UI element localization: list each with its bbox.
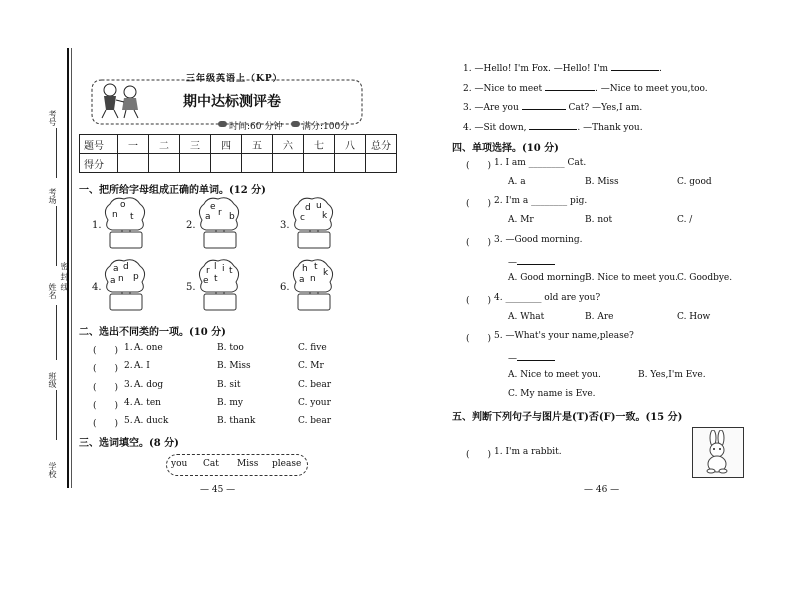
letter: r [218,208,222,218]
letter: e [203,276,209,286]
option-b: B. sit [217,380,241,390]
letter: b [229,212,235,222]
section-1-title: 一、把所给字母组成正确的单词。(12 分) [79,185,266,196]
option-b: B. not [585,215,613,225]
option-b: B. Miss [585,177,619,187]
table-cell: 总分 [366,135,397,154]
letter: a [299,275,305,285]
option-a: A. What [508,312,545,322]
answer-blank[interactable] [517,254,555,265]
answer-box[interactable] [298,232,330,248]
item-number: 2. [124,361,133,371]
letter: p [133,272,139,282]
exam-time: 时间:60 分钟 [229,122,283,132]
page-number-right: — 46 — [584,485,620,495]
letter: n [310,274,316,284]
item-number: 3. [280,220,290,231]
item-number: 2. [463,84,472,94]
sidebar-underline [56,206,57,266]
table-cell: 六 [273,135,304,154]
question-text: 1. I'm a rabbit. [494,447,562,457]
item-text: —Sit down, [474,123,527,133]
score-input-cell[interactable] [118,154,149,173]
item-number: 1. [463,64,472,74]
option-c: C. How [677,312,711,322]
letter: r [206,266,210,276]
option-a: A. I [134,361,150,371]
tree-icon [196,196,242,252]
option-b: B. Miss [217,361,251,371]
reply-dash: — [508,258,517,268]
fill-item-1 [463,60,662,74]
word-bank-item: you [171,459,188,469]
score-input-cell[interactable] [242,154,273,173]
clock-icon [218,121,227,127]
option-a: A. dog [134,380,164,390]
reply-line [508,254,555,268]
score-input-cell[interactable] [180,154,211,173]
letter: a [205,212,211,222]
letter: e [210,202,216,212]
tree-icon [290,196,336,252]
page-number-left: — 45 — [200,485,236,495]
word-bank-item: Miss [237,459,259,469]
table-cell: 一 [118,135,149,154]
question-text: 5. —What's your name,please? [494,331,634,341]
option-a: A. one [134,343,163,353]
grade-label: 三年级英语上（KP） [186,74,283,84]
item-text: . —Thank you. [577,123,643,133]
item-number: 2. [186,220,196,231]
sidebar-underline [56,305,57,360]
letter: a [110,276,116,286]
answer-box[interactable] [204,232,236,248]
item-number: 5. [186,282,196,293]
item-text: . [658,64,662,74]
rabbit-icon [700,430,734,474]
letter: a [113,264,119,274]
table-cell: 二 [149,135,180,154]
score-table-score-row [80,154,397,173]
section-4-title: 四、单项选择。(10 分) [452,143,559,154]
sidebar-field-school: 学校 [48,462,57,478]
answer-paren[interactable]: ( ) [93,401,119,411]
item-number: 3. [124,380,133,390]
word-bank-item: Cat [203,459,219,469]
item-number: 6. [280,282,290,293]
score-input-cell[interactable] [211,154,242,173]
option-c: C. good [677,177,712,187]
item-text: —Hello! I'm Fox. —Hello! I'm [474,64,609,74]
tree-icon [290,258,336,314]
letter: l [214,262,217,272]
letter: d [123,262,129,272]
tree-icon [196,258,242,314]
option-c: C. bear [298,416,332,426]
letter: c [300,213,305,223]
sidebar-field-exam-number: 考号 [48,110,57,126]
reply-dash: — [508,354,517,364]
item-number: 1. [124,343,133,353]
table-cell: 八 [335,135,366,154]
score-input-cell[interactable] [335,154,366,173]
fill-item-4 [463,119,643,133]
item-text: Cat? —Yes,I am. [568,103,643,113]
answer-paren[interactable]: ( ) [93,383,119,393]
answer-blank[interactable] [517,350,555,361]
question-text: 3. —Good morning. [494,235,583,245]
item-number: 4. [463,123,472,133]
score-table [79,134,397,173]
letter: n [118,274,124,284]
score-input-cell[interactable] [149,154,180,173]
table-cell: 七 [304,135,335,154]
answer-paren[interactable]: ( ) [466,296,492,306]
item-text: —Are you [474,103,519,113]
letter: h [302,264,308,274]
answer-paren[interactable]: ( ) [466,238,492,248]
sidebar-underline [56,128,57,178]
answer-paren[interactable]: ( ) [93,346,119,356]
item-number: 3. [463,103,472,113]
answer-box[interactable] [298,294,330,310]
question-text: 1. I am ________ Cat. [494,158,587,168]
table-cell: 四 [211,135,242,154]
letter: k [322,211,328,221]
option-b: B. Yes,I'm Eve. [638,370,706,380]
item-text: . —Nice to meet you,too. [595,84,708,94]
option-a: A. duck [134,416,169,426]
sidebar-field-name: 姓名 [48,283,57,299]
option-b: B. Are [585,312,614,322]
option-c: C. Mr [298,361,324,371]
score-table-header-row [80,135,397,154]
table-cell: 五 [242,135,273,154]
section-2-title: 二、选出不同类的一项。(10 分) [79,327,226,338]
reply-line [508,350,555,364]
option-c: C. bear [298,380,332,390]
option-a: A. Mr [508,215,534,225]
answer-blank[interactable] [529,119,577,130]
table-cell: 三 [180,135,211,154]
letter: t [314,262,318,272]
letter: u [316,201,322,211]
item-number: 5. [124,416,133,426]
item-text: —Nice to meet [474,84,543,94]
score-input-cell[interactable] [273,154,304,173]
option-c: C. Goodbye. [677,273,733,283]
score-input-cell[interactable] [304,154,335,173]
option-b: B. thank [217,416,256,426]
answer-paren[interactable]: ( ) [466,161,492,171]
answer-box[interactable] [110,232,142,248]
option-a: A. Nice to meet you. [508,370,601,380]
letter: n [112,210,118,220]
answer-box[interactable] [204,294,236,310]
letter: i [222,264,225,274]
score-input-cell[interactable] [366,154,397,173]
full-score: 满分:100分 [302,122,350,132]
option-c: C. your [298,398,331,408]
question-text: 2. I'm a ________ pig. [494,196,588,206]
option-b: B. too [217,343,244,353]
word-bank-item: please [272,459,302,469]
answer-blank[interactable] [611,60,659,71]
section-5-title: 五、判断下列句子与图片是(T)否(F)一致。(15 分) [452,412,683,423]
letter: d [305,203,311,213]
option-a: A. Good morning. [508,273,589,283]
table-cell: 题号 [80,135,118,154]
answer-paren[interactable]: ( ) [93,419,119,429]
sidebar-underline [56,390,57,440]
letter: t [214,274,218,284]
option-b: B. my [217,398,243,408]
page-title: 期中达标测评卷 [183,94,281,110]
answer-paren[interactable]: ( ) [466,450,492,460]
answer-blank[interactable] [545,80,595,91]
table-cell: 得分 [80,154,118,173]
pencil-icon [291,121,300,127]
answer-paren[interactable]: ( ) [93,364,119,374]
letter: k [323,268,329,278]
seal-line-text: 密 封 线 [60,262,69,292]
kids-illustration-icon [96,80,146,120]
question-text: 4. ________ old are you? [494,293,601,303]
option-b: B. Nice to meet you. [585,273,679,283]
answer-paren[interactable]: ( ) [466,334,492,344]
letter: o [120,200,126,210]
option-c: C. My name is Eve. [508,389,596,399]
letter: t [130,212,134,222]
option-a: A. a [508,177,526,187]
option-c: C. five [298,343,327,353]
binding-line-thin [71,48,72,488]
item-number: 1. [92,220,102,231]
option-a: A. ten [134,398,161,408]
item-number: 4. [124,398,133,408]
option-c: C. / [677,215,693,225]
fill-item-2 [463,80,708,94]
answer-paren[interactable]: ( ) [466,199,492,209]
sidebar-field-class: 班级 [48,372,57,388]
letter: t [229,266,233,276]
answer-box[interactable] [110,294,142,310]
sidebar-field-exam-room: 考场 [48,188,57,204]
answer-blank[interactable] [522,99,566,110]
fill-item-3 [463,99,642,113]
item-number: 4. [92,282,102,293]
section-3-title: 三、选词填空。(8 分) [79,438,179,449]
